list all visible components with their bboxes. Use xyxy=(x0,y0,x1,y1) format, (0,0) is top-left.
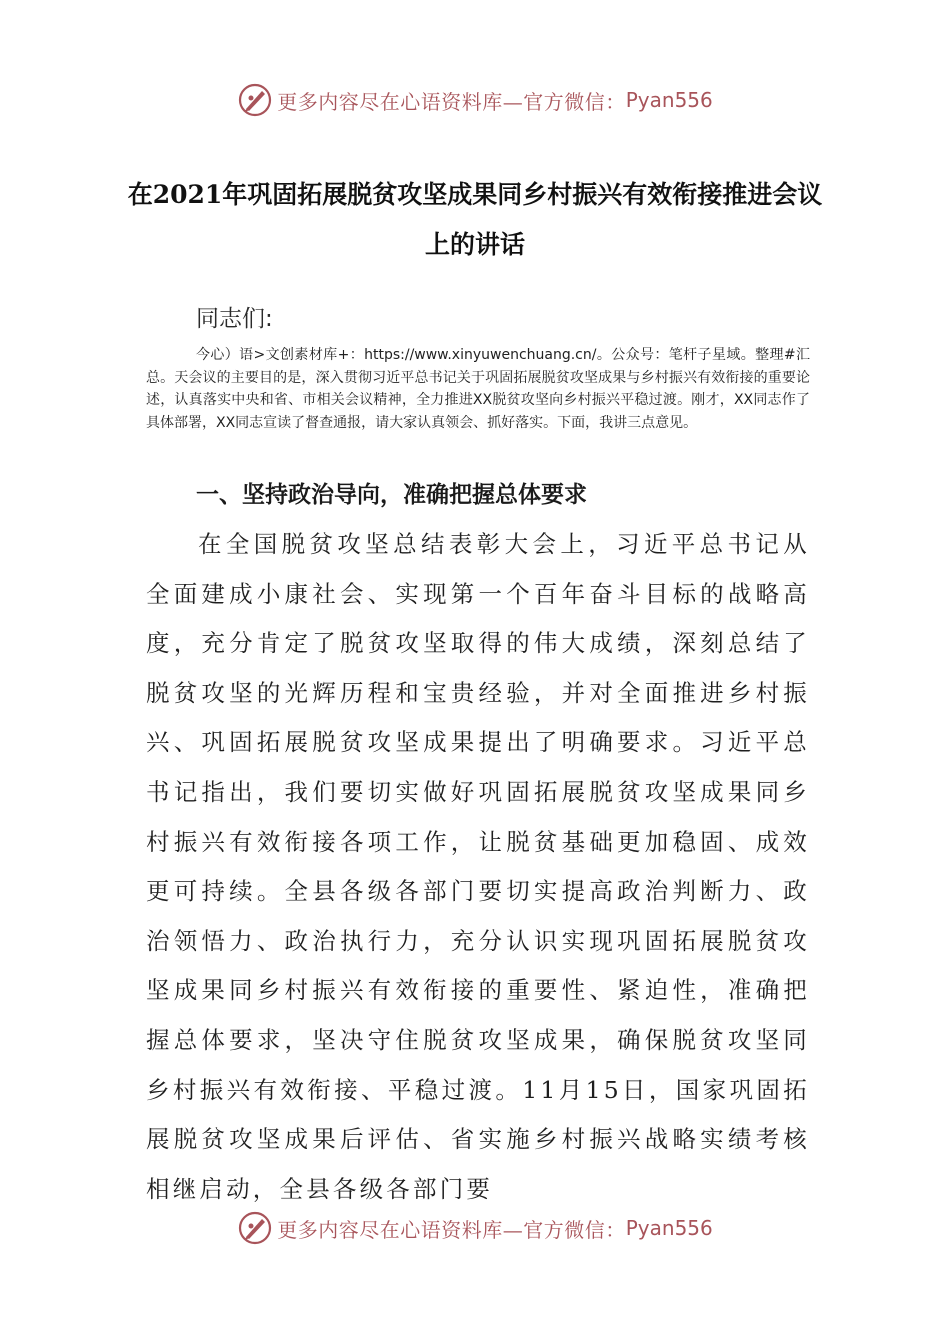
salutation: 同志们: xyxy=(196,306,273,332)
watermark-text: 更多内容尽在心语资料库—官方微信： xyxy=(277,89,626,114)
section-heading: 一、坚持政治导向，准确把握总体要求 xyxy=(196,482,587,508)
footer-watermark xyxy=(0,1206,950,1250)
quill-logo-icon xyxy=(237,82,273,118)
quill-logo-icon xyxy=(237,1210,273,1246)
watermark-wechat-id: Pyan556 xyxy=(625,1216,713,1240)
watermark-text: 更多内容尽在心语资料库—官方微信： xyxy=(277,1217,626,1242)
header-watermark xyxy=(0,78,950,122)
body-paragraph: 在全国脱贫攻坚总结表彰大会上，习近平总书记从全面建成小康社会、实现第一个百年奋斗目标的战略高度，充分肯定了脱贫攻坚取得的伟大成绩，深刻总结了脱贫攻坚的光辉历程和宝贵经验，并对全面推进乡村振兴、巩固拓展脱贫攻坚成果提出了明确要求。习近平总书记指出，我们要切实做好巩固拓展脱贫攻坚成果同乡村振兴有效衔接各项工作，让脱贫基础更加稳固、成效更可持续。全县各级各部门要切实提高政治判断力、政治领悟力、政治执行力，充分认识实现巩固拓展脱贫攻坚成果同乡村振兴有效衔接的重要性、紧迫性，准确把握总体要求，坚决守住脱贫攻坚成果，确保脱贫攻坚同乡村振兴有效衔接、平稳过渡。11月15日，国家巩固拓展脱贫攻坚成果后评估、省实施乡村振兴战略实绩考核相继启动，全县各级各部门要 xyxy=(146,530,810,1203)
intro-paragraph: 今心）语>文创素材库+：https://www.xinyuwenchuang.cn/。公众号：笔杆子星域。整理#汇总。天会议的主要目的是，深入贯彻习近平总书记关于巩固拓展脱贫攻坚成果与乡村振兴有效衔接的重要论述，认真落实中央和省、市相关会议精神，全力推进XX脱贫攻坚向乡村振兴平稳过渡。刚才，XX同志作了具体部署，XX同志宣读了督查通报，请大家认真领会、抓好落实。下面，我讲三点意见。 xyxy=(146,347,810,431)
watermark-wechat-id: Pyan556 xyxy=(625,88,713,112)
document-title: 在2021年巩固拓展脱贫攻坚成果同乡村振兴有效衔接推进会议上的讲话 xyxy=(127,180,823,259)
